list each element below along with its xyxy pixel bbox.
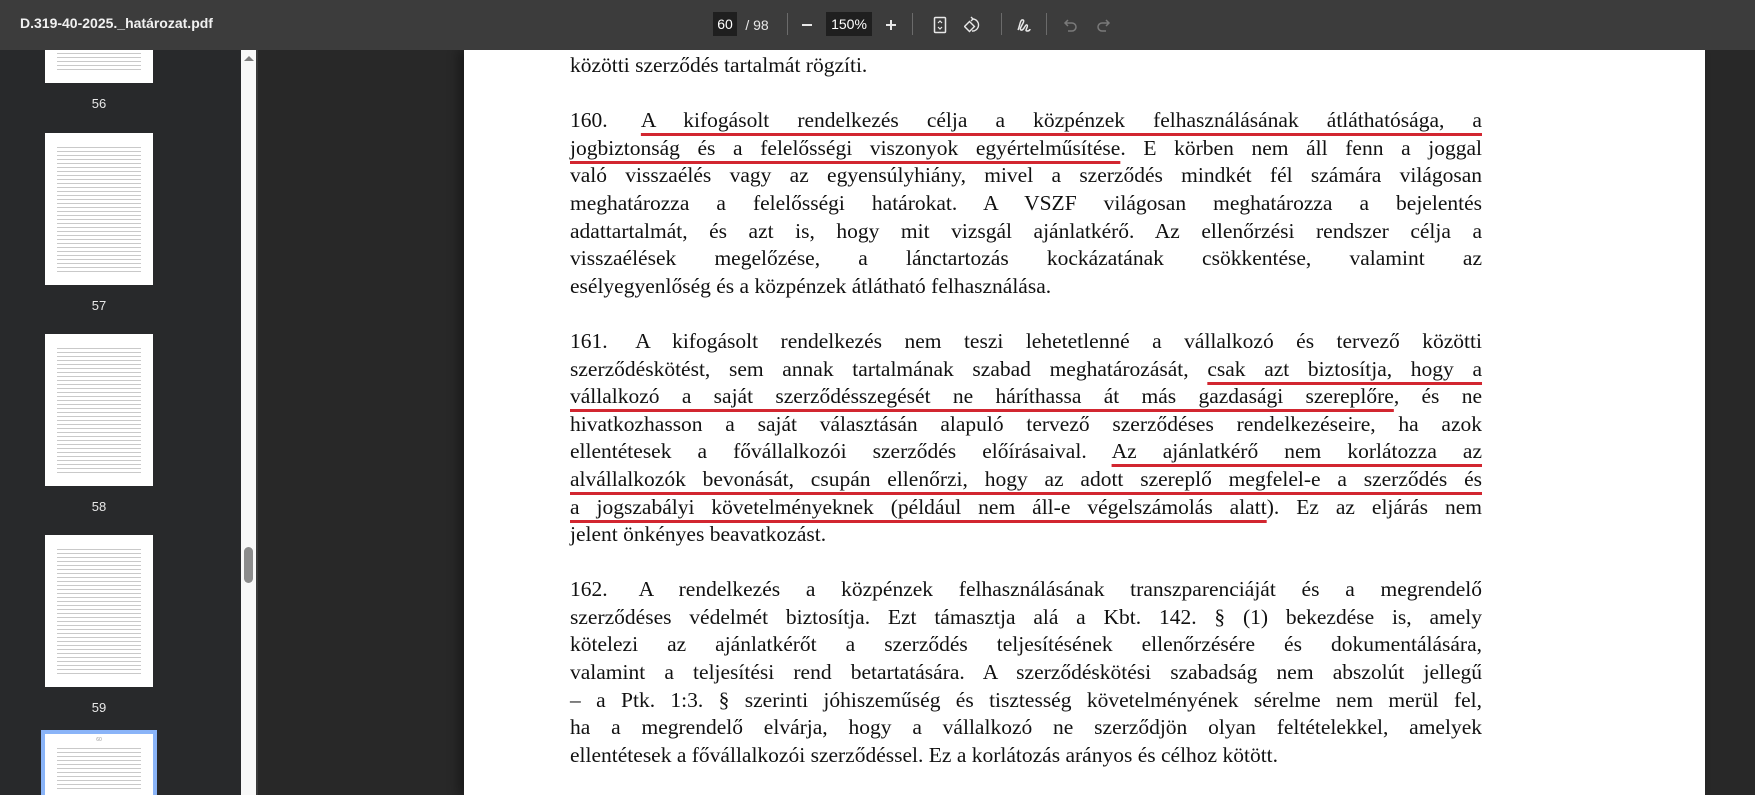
thumbnail-text-line bbox=[57, 360, 141, 361]
thumbnail-text-line bbox=[57, 388, 141, 389]
toolbar-divider bbox=[1001, 13, 1002, 35]
thumbnail-text-line bbox=[57, 748, 141, 749]
text-segment: adattartalmát, és azt is, hogy mit vizsgál ajánlatkérő. Az ellenőrzési rendszer célja a bbox=[570, 218, 1482, 243]
thumbnail-text-line bbox=[57, 219, 141, 220]
thumbnail-text-line bbox=[57, 649, 141, 650]
text-segment: való visszaélés vagy az egyensúlyhiány, mivel a szerződés mindkét fél számára világosan bbox=[570, 163, 1482, 188]
thumbnail-text-line bbox=[57, 408, 141, 409]
thumbnail-text-line bbox=[57, 223, 141, 224]
thumbnail-text-line bbox=[57, 263, 141, 264]
thumbnail-text-line bbox=[57, 609, 141, 610]
thumbnail-text-line bbox=[57, 251, 141, 252]
rotate-button[interactable] bbox=[962, 0, 984, 50]
thumbnail-text-line bbox=[57, 53, 141, 54]
text-segment: hivatkozhasson a saját választásán alapuló tervező szerződéses rendelkezéseire, ha azok bbox=[570, 411, 1482, 436]
thumbnail-text-line bbox=[57, 661, 141, 662]
thumbnail-text-line bbox=[57, 460, 141, 461]
text-line bbox=[570, 162, 1482, 190]
text-segment: esélyegyenlőség és a közpénzek átlátható felhasználása. bbox=[570, 273, 1052, 298]
page-thumbnail[interactable] bbox=[45, 334, 153, 486]
thumbnail-text-line bbox=[57, 191, 141, 192]
sidebar-divider[interactable] bbox=[256, 50, 258, 795]
thumbnail-text-line bbox=[57, 585, 141, 586]
rotate-icon bbox=[964, 16, 982, 34]
thumbnail-text-line bbox=[57, 247, 141, 248]
thumbnail-text-line bbox=[57, 565, 141, 566]
thumbnail-text-line bbox=[57, 472, 141, 473]
underlined-text: vállalkozó a saját szerződésszegését ne háríthassa át más gazdasági szereplőre bbox=[570, 384, 1394, 409]
thumbnail-text-line bbox=[57, 760, 141, 761]
thumbnail-text-line bbox=[57, 569, 141, 570]
thumbnail-text-line bbox=[57, 412, 141, 413]
thumbnail-text-line bbox=[57, 557, 141, 558]
thumbnail-text-line bbox=[57, 368, 141, 369]
thumbnail-text-line bbox=[57, 617, 141, 618]
text-segment: . E körben nem áll fenn a joggal bbox=[1120, 135, 1483, 160]
thumbnail-text-line bbox=[57, 464, 141, 465]
page-thumbnail-label: 56 bbox=[91, 96, 107, 111]
thumbnail-text-line bbox=[57, 577, 141, 578]
draw-icon bbox=[1015, 16, 1033, 34]
page-thumbnail[interactable] bbox=[45, 133, 153, 285]
thumbnail-text-line bbox=[57, 756, 141, 757]
thumbnail-text-line bbox=[57, 468, 141, 469]
thumbnail-text-line bbox=[57, 231, 141, 232]
toolbar-divider bbox=[912, 13, 913, 35]
fit-page-button[interactable] bbox=[929, 0, 951, 50]
thumbnail-text-line bbox=[57, 752, 141, 753]
thumbnail-text-line bbox=[57, 175, 141, 176]
thumbnail-text-line bbox=[57, 772, 141, 773]
underlined-text: jogbiztonság és a felelősségi viszonyok egyértelműsítése bbox=[570, 135, 1121, 160]
thumbnail-text-line bbox=[57, 211, 141, 212]
thumbnail-text-line bbox=[57, 215, 141, 216]
thumbnail-text-line bbox=[57, 416, 141, 417]
thumbnail-text-line bbox=[57, 171, 141, 172]
thumbnail-text-line bbox=[57, 187, 141, 188]
text-segment: valamint a teljesítési rend betartatására. A szerződéskötési szabadság nem abszolút jellegű bbox=[570, 660, 1482, 685]
sidebar-scrollbar-thumb[interactable] bbox=[244, 547, 253, 583]
zoom-level-input[interactable]: 150% bbox=[826, 12, 872, 36]
thumbnail-text-line bbox=[57, 356, 141, 357]
thumbnail-text-line bbox=[57, 621, 141, 622]
text-line bbox=[570, 742, 1482, 770]
thumbnail-text-line bbox=[57, 404, 141, 405]
thumbnail-text-line bbox=[57, 780, 141, 781]
thumbnail-text-line bbox=[57, 57, 141, 58]
text-segment: A kifogásolt rendelkezés nem teszi lehetetlenné a vállalkozó és tervező közötti bbox=[635, 328, 1482, 353]
text-line bbox=[570, 659, 1482, 687]
scroll-up-arrow-icon[interactable] bbox=[244, 56, 254, 61]
text-segment: – a Ptk. 1:3. § szerinti jóhiszeműség és tisztesség követelményének sérelme nem merül fel, bbox=[570, 687, 1482, 712]
thumbnail-text-line bbox=[57, 420, 141, 421]
thumbnail-text-line bbox=[57, 255, 141, 256]
thumbnail-text-line bbox=[57, 597, 141, 598]
page-thumbnail-label: 58 bbox=[91, 499, 107, 514]
text-line bbox=[570, 245, 1482, 273]
paragraph-gap bbox=[570, 300, 1482, 328]
text-segment: kötelezi az ajánlatkérőt a szerződés teljesítésének ellenőrzésére és dokumentálására, bbox=[570, 632, 1482, 657]
text-segment: meghatározza a felelősségi határokat. A VSZF világosan meghatározza a bejelentés bbox=[570, 190, 1482, 215]
draw-button[interactable] bbox=[1013, 0, 1035, 50]
text-segment: jelent önkényes beavatkozást. bbox=[570, 522, 827, 547]
zoom-in-button[interactable] bbox=[881, 0, 901, 50]
thumbnail-text-line bbox=[57, 428, 141, 429]
page-thumbnail[interactable] bbox=[45, 734, 153, 795]
thumbnail-text-line bbox=[57, 203, 141, 204]
thumbnail-text-line bbox=[57, 271, 141, 272]
undo-icon bbox=[1063, 18, 1079, 32]
redo-button[interactable] bbox=[1092, 0, 1114, 50]
underlined-text: Az ajánlatkérő nem korlátozza az bbox=[1111, 439, 1482, 464]
thumbnail-text-line bbox=[57, 380, 141, 381]
thumbnail-text-line bbox=[57, 589, 141, 590]
thumbnail-text-line bbox=[57, 673, 141, 674]
thumbnail-text-line bbox=[57, 665, 141, 666]
paragraph-number: 160. bbox=[570, 108, 608, 133]
text-segment: , és ne bbox=[1393, 384, 1483, 409]
thumbnail-text-line bbox=[57, 764, 141, 765]
thumbnail-text-line bbox=[57, 581, 141, 582]
page-number-input[interactable]: 60 bbox=[713, 12, 737, 36]
thumbnail-text-line bbox=[57, 625, 141, 626]
text-line bbox=[570, 631, 1482, 659]
page-text bbox=[570, 52, 1482, 769]
underlined-text: alvállalkozók bevonását, csupán ellenőrzi, hogy az adott szereplő megfelel-e a szerződés és bbox=[570, 466, 1482, 491]
thumbnail-text-line bbox=[57, 573, 141, 574]
page-thumbnail-label: 60 bbox=[96, 737, 102, 743]
thumbnail-text-line bbox=[57, 372, 141, 373]
sidebar-scrollbar[interactable] bbox=[241, 50, 256, 795]
thumbnail-text-line bbox=[57, 207, 141, 208]
thumbnail-text-line bbox=[57, 400, 141, 401]
thumbnail-text-line bbox=[57, 633, 141, 634]
thumbnail-text-line bbox=[57, 605, 141, 606]
text-segment: visszaélések megelőzése, a lánctartozás kockázatának csökkentése, valamint az bbox=[570, 246, 1482, 271]
thumbnail-text-line bbox=[57, 384, 141, 385]
plus-icon bbox=[885, 19, 897, 31]
text-line bbox=[570, 107, 1482, 135]
paragraph-gap bbox=[570, 80, 1482, 108]
thumbnail-text-line bbox=[57, 183, 141, 184]
thumbnail-text-line bbox=[57, 151, 141, 152]
text-line bbox=[570, 135, 1482, 163]
zoom-out-button[interactable] bbox=[797, 0, 817, 50]
thumbnail-text-line bbox=[57, 65, 141, 66]
paragraph-gap bbox=[570, 549, 1482, 577]
text-line bbox=[570, 411, 1482, 439]
thumbnail-text-line bbox=[57, 452, 141, 453]
thumbnail-text-line bbox=[57, 235, 141, 236]
text-segment: ). Ez az eljárás nem bbox=[1266, 494, 1482, 519]
text-line bbox=[570, 687, 1482, 715]
thumbnail-text-line bbox=[57, 601, 141, 602]
text-line bbox=[570, 356, 1482, 384]
text-line bbox=[570, 190, 1482, 218]
thumbnail-text-line bbox=[57, 227, 141, 228]
total-pages: / 98 bbox=[745, 17, 769, 33]
thumbnail-text-line bbox=[57, 456, 141, 457]
text-segment: ellentétesek a fővállalkozói szerződés előírásaival. bbox=[570, 439, 1112, 464]
thumbnail-text-line bbox=[57, 593, 141, 594]
thumbnail-text-line bbox=[57, 432, 141, 433]
text-line bbox=[570, 438, 1482, 466]
thumbnail-text-line bbox=[57, 637, 141, 638]
thumbnail-text-line bbox=[57, 645, 141, 646]
undo-button[interactable] bbox=[1060, 0, 1082, 50]
thumbnail-text-line bbox=[57, 613, 141, 614]
toolbar-divider bbox=[787, 13, 788, 35]
thumbnail-text-line bbox=[57, 159, 141, 160]
pdf-page bbox=[464, 50, 1705, 795]
thumbnail-text-line bbox=[57, 352, 141, 353]
thumbnail-text-line bbox=[57, 553, 141, 554]
thumbnail-text-line bbox=[57, 376, 141, 377]
text-line bbox=[570, 576, 1482, 604]
text-segment: ha a megrendelő elvárja, hogy a vállalkozó ne szerződjön olyan feltételekkel, amelyek bbox=[570, 715, 1482, 740]
thumbnail-text-line bbox=[57, 392, 141, 393]
thumbnail-text-line bbox=[57, 776, 141, 777]
text-line bbox=[570, 521, 1482, 549]
text-line bbox=[570, 383, 1482, 411]
thumbnail-text-line bbox=[57, 179, 141, 180]
text-segment: ellentétesek a fővállalkozói szerződéssel. Ez a korlátozás arányos és célhoz kötött. bbox=[570, 742, 1279, 767]
thumbnail-text-line bbox=[57, 653, 141, 654]
thumbnail-text-line bbox=[57, 629, 141, 630]
thumbnail-text-line bbox=[57, 147, 141, 148]
thumbnail-text-line bbox=[57, 444, 141, 445]
thumbnail-text-line bbox=[57, 641, 141, 642]
page-thumbnail-label: 57 bbox=[91, 298, 107, 313]
paragraph-number: 162. bbox=[570, 577, 608, 602]
thumbnail-text-line bbox=[57, 348, 141, 349]
thumbnail-text-line bbox=[57, 440, 141, 441]
paragraph-number: 161. bbox=[570, 328, 608, 353]
thumbnail-text-line bbox=[57, 669, 141, 670]
redo-icon bbox=[1095, 18, 1111, 32]
thumbnail-text-line bbox=[57, 69, 141, 70]
thumbnail-text-line bbox=[57, 243, 141, 244]
thumbnail-text-line bbox=[57, 436, 141, 437]
page-thumbnail[interactable] bbox=[45, 50, 153, 83]
toolbar bbox=[0, 0, 1755, 50]
text-line bbox=[570, 714, 1482, 742]
page-thumbnail[interactable] bbox=[45, 535, 153, 687]
thumbnail-text-line bbox=[57, 788, 141, 789]
thumbnail-text-line bbox=[57, 259, 141, 260]
fit-page-icon bbox=[933, 16, 947, 34]
thumbnail-text-line bbox=[57, 364, 141, 365]
text-line bbox=[570, 52, 1482, 80]
text-line bbox=[570, 218, 1482, 246]
text-line bbox=[570, 466, 1482, 494]
underlined-text: a jogszabályi követelményeknek (például nem áll-e végelszámolás alatt bbox=[570, 494, 1267, 519]
text-line bbox=[570, 604, 1482, 632]
underlined-text: A kifogásolt rendelkezés célja a közpénzek felhasználásának átláthatósága, a bbox=[640, 108, 1482, 133]
text-segment: közötti szerződés tartalmát rögzíti. bbox=[570, 53, 868, 77]
thumbnail-text-line bbox=[57, 448, 141, 449]
thumbnail-text-line bbox=[57, 768, 141, 769]
thumbnail-text-line bbox=[57, 61, 141, 62]
thumbnail-text-line bbox=[57, 267, 141, 268]
text-segment: szerződéskötést, sem annak tartalmának szabad meghatározását, bbox=[570, 356, 1208, 381]
text-line bbox=[570, 273, 1482, 301]
minus-icon bbox=[801, 19, 813, 31]
text-segment: A rendelkezés a közpénzek felhasználásának transzparenciáját és a megrendelő bbox=[638, 577, 1482, 602]
thumbnail-text-line bbox=[57, 396, 141, 397]
thumbnail-text-line bbox=[57, 195, 141, 196]
underlined-text: csak azt biztosítja, hogy a bbox=[1207, 356, 1483, 381]
thumbnail-text-line bbox=[57, 784, 141, 785]
thumbnail-text-line bbox=[57, 155, 141, 156]
thumbnail-sidebar bbox=[0, 50, 241, 795]
thumbnail-text-line bbox=[57, 239, 141, 240]
thumbnail-text-line bbox=[57, 199, 141, 200]
text-segment: szerződéses védelmét biztosítja. Ezt támasztja alá a Kbt. 142. § (1) bekezdése is, amely bbox=[570, 604, 1482, 629]
thumbnail-text-line bbox=[57, 657, 141, 658]
document-title: D.319-40-2025._határozat.pdf bbox=[20, 15, 213, 31]
page-thumbnail-label: 59 bbox=[91, 700, 107, 715]
thumbnail-text-line bbox=[57, 424, 141, 425]
thumbnail-text-line bbox=[57, 163, 141, 164]
text-line bbox=[570, 328, 1482, 356]
toolbar-divider bbox=[1046, 13, 1047, 35]
text-line bbox=[570, 494, 1482, 522]
thumbnail-text-line bbox=[57, 167, 141, 168]
thumbnail-text-line bbox=[57, 561, 141, 562]
thumbnail-text-line bbox=[57, 549, 141, 550]
